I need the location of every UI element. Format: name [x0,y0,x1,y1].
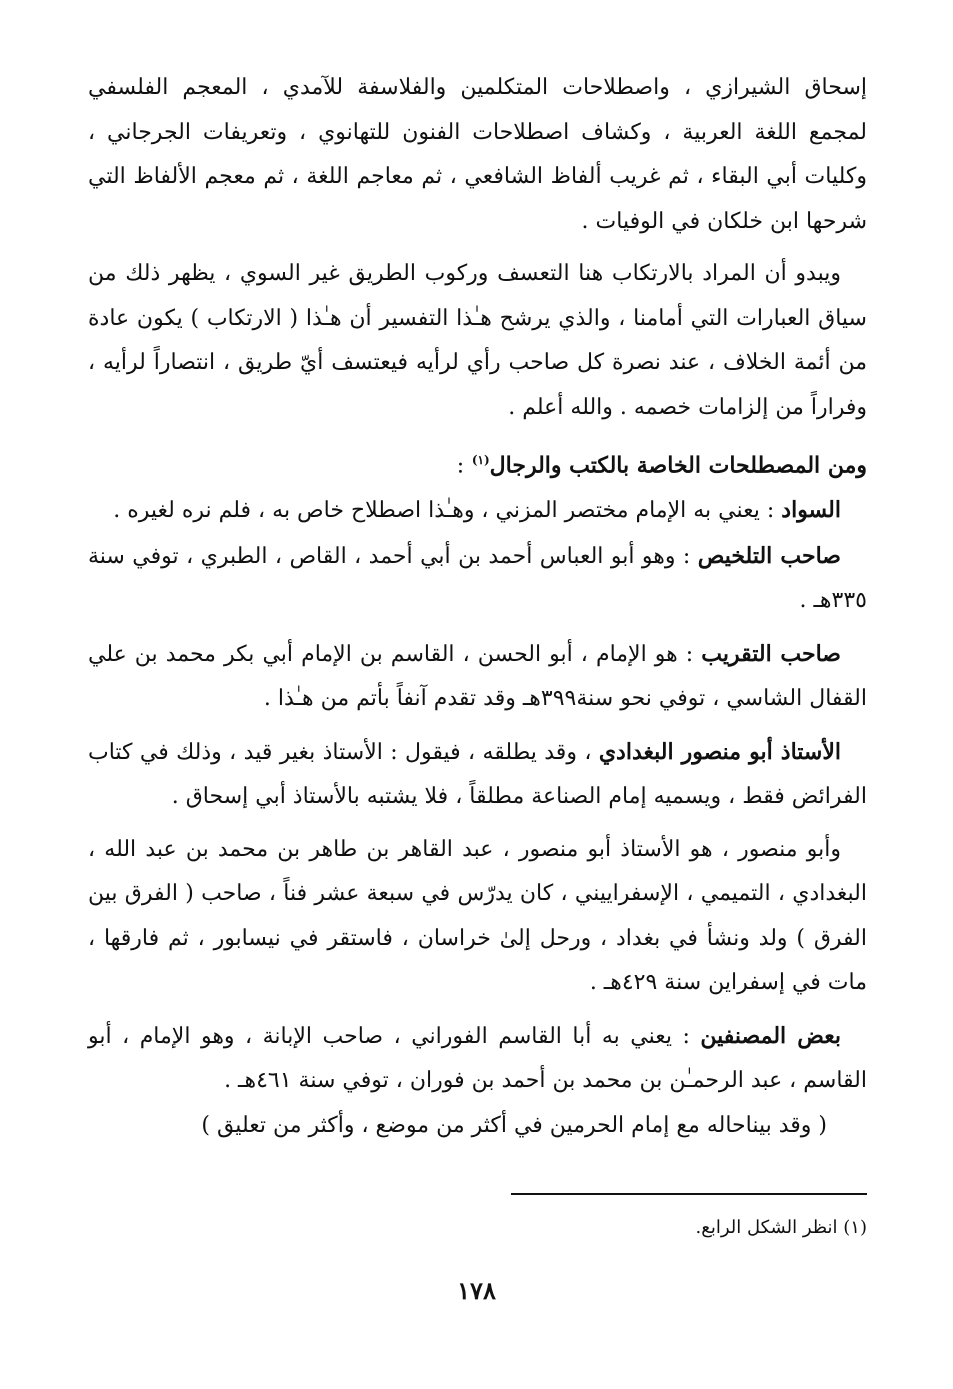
section-heading [88,438,867,488]
paragraph-sources: إسحاق الشيرازي ، واصطلاحات المتكلمين والفلاسفة للآمدي ، المعجم الفلسفي لمجمع اللغة العربية ، وكشاف اصطلاحات الفنون للتهانوي ، وتعريفات الجرجاني ، وكليات أبي البقاء ، ثم غريب ألفاظ الشافعي ، ثم معاجم اللغة ، ثم معجم الألفاظ التي شرحها ابن خلكان في الوفيات . [88,75,867,234]
entry-term: بعض المصنفين [700,1022,841,1049]
footnote-ref: (١) [471,453,490,467]
bracketed-note: ( وقد بيناحاله مع إمام الحرمين في أكثر من موضع ، وأكثر من تعليق ) [201,1112,827,1138]
section-heading-text: ومن المصطلحات الخاصة بالكتب والرجال [489,452,867,479]
entry-text: : هو الإمام ، أبو الحسن ، القاسم بن الإمام أبي بكر محمد بن علي القفال الشاسي ، توفي نحو سنة٣٩٩هـ وقد تقدم آنفاً بأتم من هـٰذا . [88,641,867,712]
paragraph-abu-mansur-bio: وأبو منصور ، هو الأستاذ أبو منصور ، عبد القاهر بن طاهر بن محمد بن عبد الله ، البغدادي ، التميمي ، الإسفراييني ، كان يدرّس في سبعة عشر فناً ، صاحب ( الفرق بين الفرق ) ولد ونشأ في بغداد ، ورحل إلىٰ خراسان ، فاستقر في نيسابور ، ثم فارقها ، مات في إسفراين سنة ٤٢٩هـ . [88,836,867,996]
entry-baad-al-musannifin [88,1014,867,1104]
paragraph-irtikab: ويبدو أن المراد بالارتكاب هنا التعسف وركوب الطريق غير السوي ، يظهر ذلك من سياق العبارات التي أمامنا ، والذي يرشح هـٰذا التفسير أن هـٰذا ( الارتكاب ) يكون عادة من أئمة الخلاف ، عند نصرة كل صاحب رأي لرأيه فيعتسف أيّ طريق ، انتصاراً لرأيه ، وفراراً من إلزامات خصمه . والله أعلم . [88,261,867,420]
footnote-divider [511,1193,867,1195]
entry-term: الأستاذ أبو منصور البغدادي [598,738,842,765]
entry-abu-mansur [88,730,867,820]
footnote-text: انظر الشكل الرابع. [695,1217,838,1238]
entry-term: صاحب التقريب [701,640,841,667]
entry-text: : وهو أبو العباس أحمد بن أبي أحمد ، القاص ، الطبري ، توفي سنة ٣٣٥هـ . [88,543,867,614]
entry-text: ، وقد يطلقه ، فيقول : الأستاذ بغير قيد ، وذلك في كتاب الفرائض فقط ، ويسميه إمام الصناعة مطلقاً ، فلا يشتبه بالأستاذ أبي إسحاق . [88,739,867,810]
entry-text: : يعني به أبا القاسم الفوراني ، صاحب الإبانة ، وهو الإمام ، أبو القاسم ، عبد الرحمـٰن بن محمد بن أحمد بن فوران ، توفي سنة ٤٦١هـ . [88,1023,867,1094]
page-number: ١٧٨ [457,1276,496,1305]
footnote [696,1215,867,1241]
entry-sawad [88,488,867,534]
entry-term: السواد [781,497,841,524]
footnote-marker: (١) [843,1217,867,1238]
entry-taqrib [88,632,867,722]
entry-term: صاحب التلخيص [697,542,841,569]
section-heading-colon: : [456,453,465,479]
entry-text: : يعني به الإمام مختصر المزني ، وهـٰذا اصطلاح خاص به ، فلم نره لغيره . [113,498,775,524]
entry-talkhis [88,534,867,624]
